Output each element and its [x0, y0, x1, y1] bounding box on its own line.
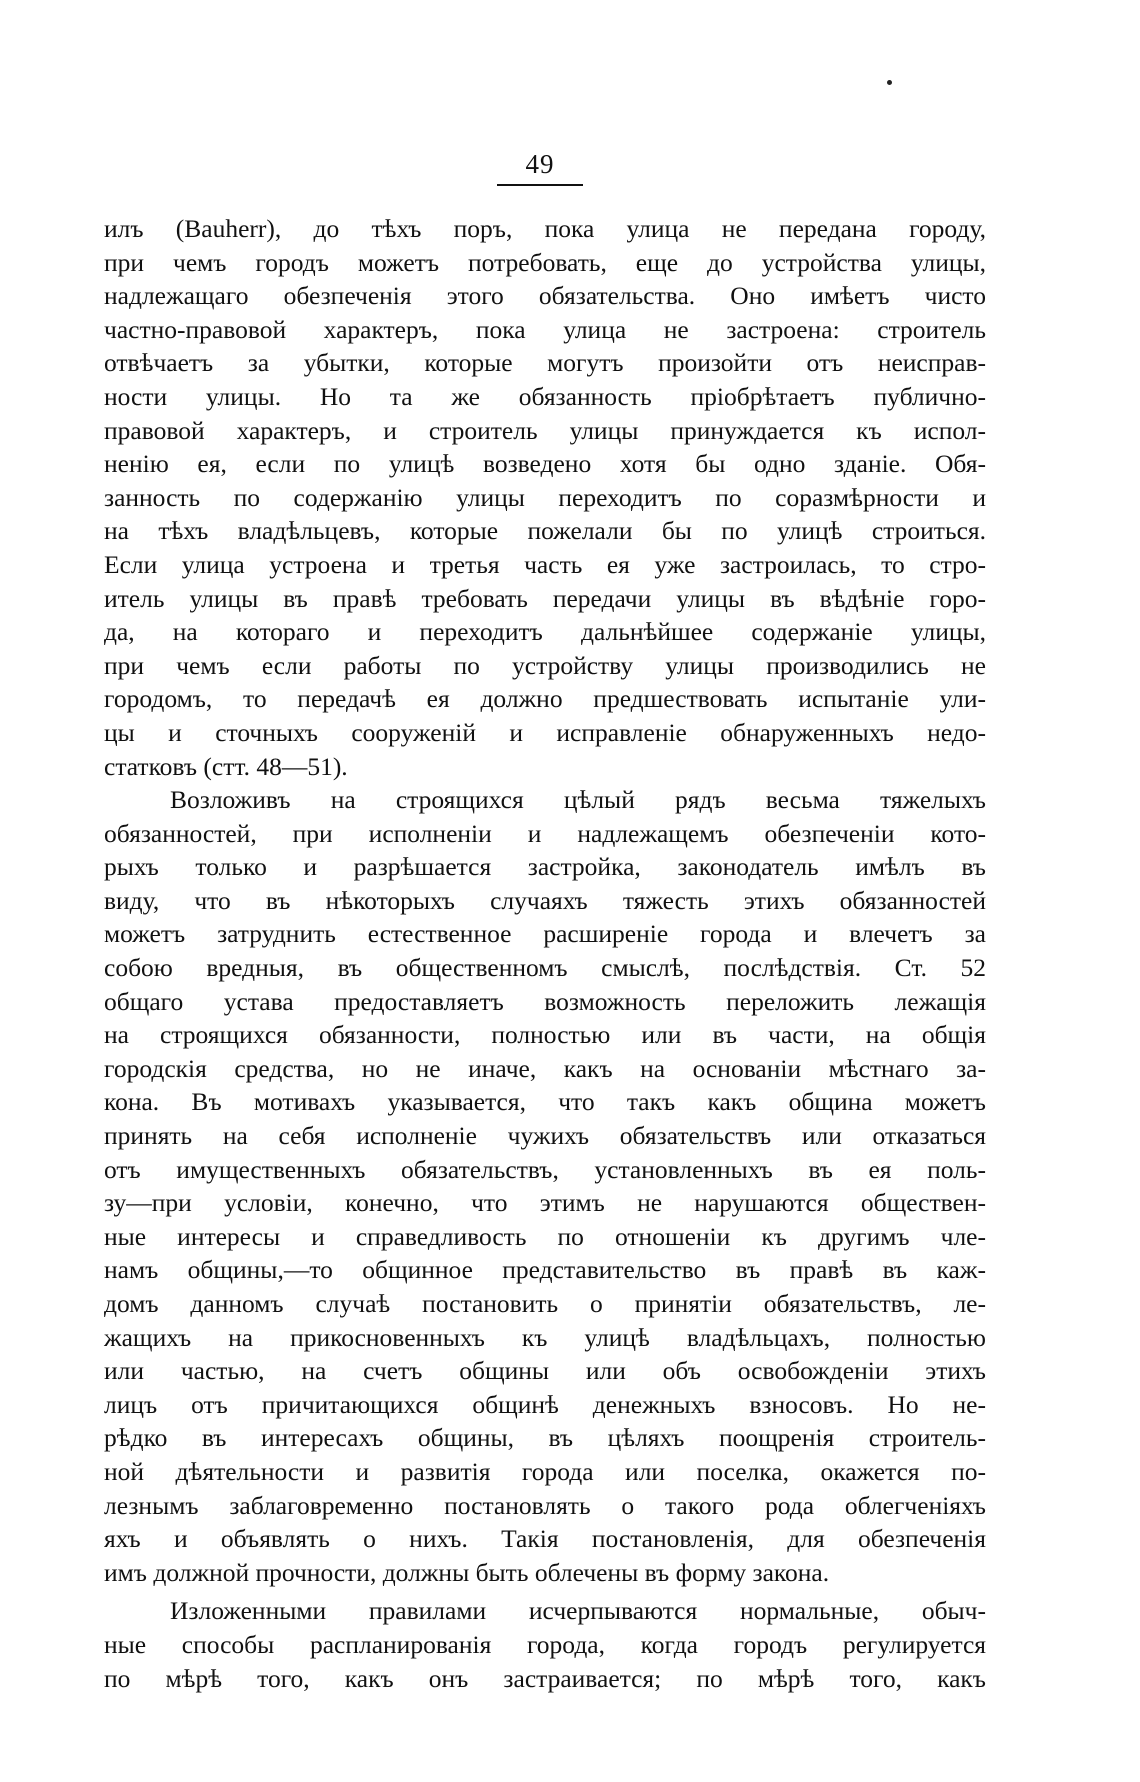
text-line: намъ общины,—то общинное представительство въ правѣ въ каж-: [104, 1255, 986, 1285]
text-line: рыхъ только и разрѣшается застройка, законодатель имѣлъ въ: [104, 852, 986, 882]
text-line: Возложивъ на строящихся цѣлый рядъ весьма тяжелыхъ: [170, 785, 986, 815]
paragraph-3: [104, 1594, 986, 1695]
text-line: Изложенными правилами исчерпываются нормальные, обыч-: [170, 1596, 986, 1626]
page-number-rule: [497, 184, 583, 186]
paragraph-1: [104, 212, 986, 783]
text-line: домъ данномъ случаѣ постановить о принятіи обязательствъ, ле-: [104, 1289, 986, 1318]
text-line: итель улицы въ правѣ требовать передачи улицы въ вѣдѣніе горо-: [104, 583, 986, 613]
text-line: ные способы распланированія города, когда городъ регулируется: [104, 1629, 986, 1659]
text-line: по мѣрѣ того, какъ онъ застраивается; по мѣрѣ того, какъ: [104, 1663, 986, 1693]
print-speck: [887, 80, 892, 85]
text-line: илъ (Bauherr), до тѣхъ поръ, пока улица не передана городу,: [104, 214, 986, 243]
text-line: рѣдко въ интересахъ общины, въ цѣляхъ поощренія строитель-: [104, 1423, 986, 1453]
text-line: частно-правовой характеръ, пока улица не застроена: строитель: [104, 314, 986, 344]
text-line: кона. Въ мотивахъ указывается, что такъ какъ община можетъ: [104, 1087, 986, 1117]
text-line: отъ имущественныхъ обязательствъ, установленныхъ въ ея поль-: [104, 1154, 986, 1184]
text-line: обязанностей, при исполненіи и надлежащемъ обезпеченіи кото-: [104, 818, 986, 848]
text-line: надлежащаго обезпеченія этого обязательства. Оно имѣетъ чисто: [104, 281, 986, 311]
text-line: при чемъ городъ можетъ потребовать, еще до устройства улицы,: [104, 247, 986, 277]
text-line: лицъ отъ причитающихся общинѣ денежныхъ взносовъ. Но не-: [104, 1389, 986, 1419]
text-line: при чемъ если работы по устройству улицы производились не: [104, 650, 986, 680]
text-line: лезнымъ заблаговременно постановлять о такого рода облегченіяхъ: [104, 1490, 986, 1520]
text-line: яхъ и объявлять о нихъ. Такія постановленія, для обезпеченія: [104, 1524, 986, 1554]
text-line: собою вредныя, въ общественномъ смыслѣ, послѣдствія. Ст. 52: [104, 953, 986, 983]
text-line: общаго устава предоставляетъ возможность переложить лежащія: [104, 986, 986, 1016]
text-line: отвѣчаетъ за убытки, которые могутъ произойти отъ неисправ-: [104, 348, 986, 378]
text-line: ненію ея, если по улицѣ возведено хотя бы одно зданіе. Обя-: [104, 449, 986, 479]
text-line: ной дѣятельности и развитія города или поселка, окажется по-: [104, 1456, 986, 1486]
text-line: или частью, на счетъ общины или объ освобожденіи этихъ: [104, 1356, 986, 1386]
text-line: да, на котораго и переходитъ дальнѣйшее содержаніе улицы,: [104, 617, 986, 647]
text-line: цы и сточныхъ сооруженій и исправленіе обнаруженныхъ недо-: [104, 717, 986, 747]
text-line: ности улицы. Но та же обязанность пріобрѣтаетъ публично-: [104, 381, 986, 411]
text-line: можетъ затруднить естественное расширеніе города и влечетъ за: [104, 919, 986, 949]
text-line: на тѣхъ владѣльцевъ, которые пожелали бы по улицѣ строиться.: [104, 516, 986, 546]
text-line: на строящихся обязанности, полностью или въ части, на общія: [104, 1020, 986, 1050]
text-line: городскія средства, но не иначе, какъ на основаніи мѣстнаго за-: [104, 1053, 986, 1083]
text-line: виду, что въ нѣкоторыхъ случаяхъ тяжесть этихъ обязанностей: [104, 885, 986, 915]
text-line: занность по содержанію улицы переходитъ по соразмѣрности и: [104, 482, 986, 512]
text-line: имъ должной прочности, должны быть облечены въ форму закона.: [104, 1557, 830, 1587]
text-line: жащихъ на прикосновенныхъ къ улицѣ владѣльцахъ, полностью: [104, 1322, 986, 1352]
text-line: ные интересы и справедливость по отношеніи къ другимъ чле-: [104, 1221, 986, 1251]
text-line: принять на себя исполненіе чужихъ обязательствъ или отказаться: [104, 1121, 986, 1151]
text-line: правовой характеръ, и строитель улицы принуждается къ испол-: [104, 415, 986, 445]
text-line: зу—при условіи, конечно, что этимъ не нарушаются обществен-: [104, 1188, 986, 1218]
paragraph-2: [104, 783, 986, 1589]
body-text: [104, 212, 986, 1695]
text-line: Если улица устроена и третья часть ея уже застроилась, то стро-: [104, 549, 986, 579]
text-line: статковъ (стт. 48—51).: [104, 751, 348, 781]
page-number: 49: [525, 149, 555, 179]
text-line: городомъ, то передачѣ ея должно предшествовать испытаніе ули-: [104, 684, 986, 714]
